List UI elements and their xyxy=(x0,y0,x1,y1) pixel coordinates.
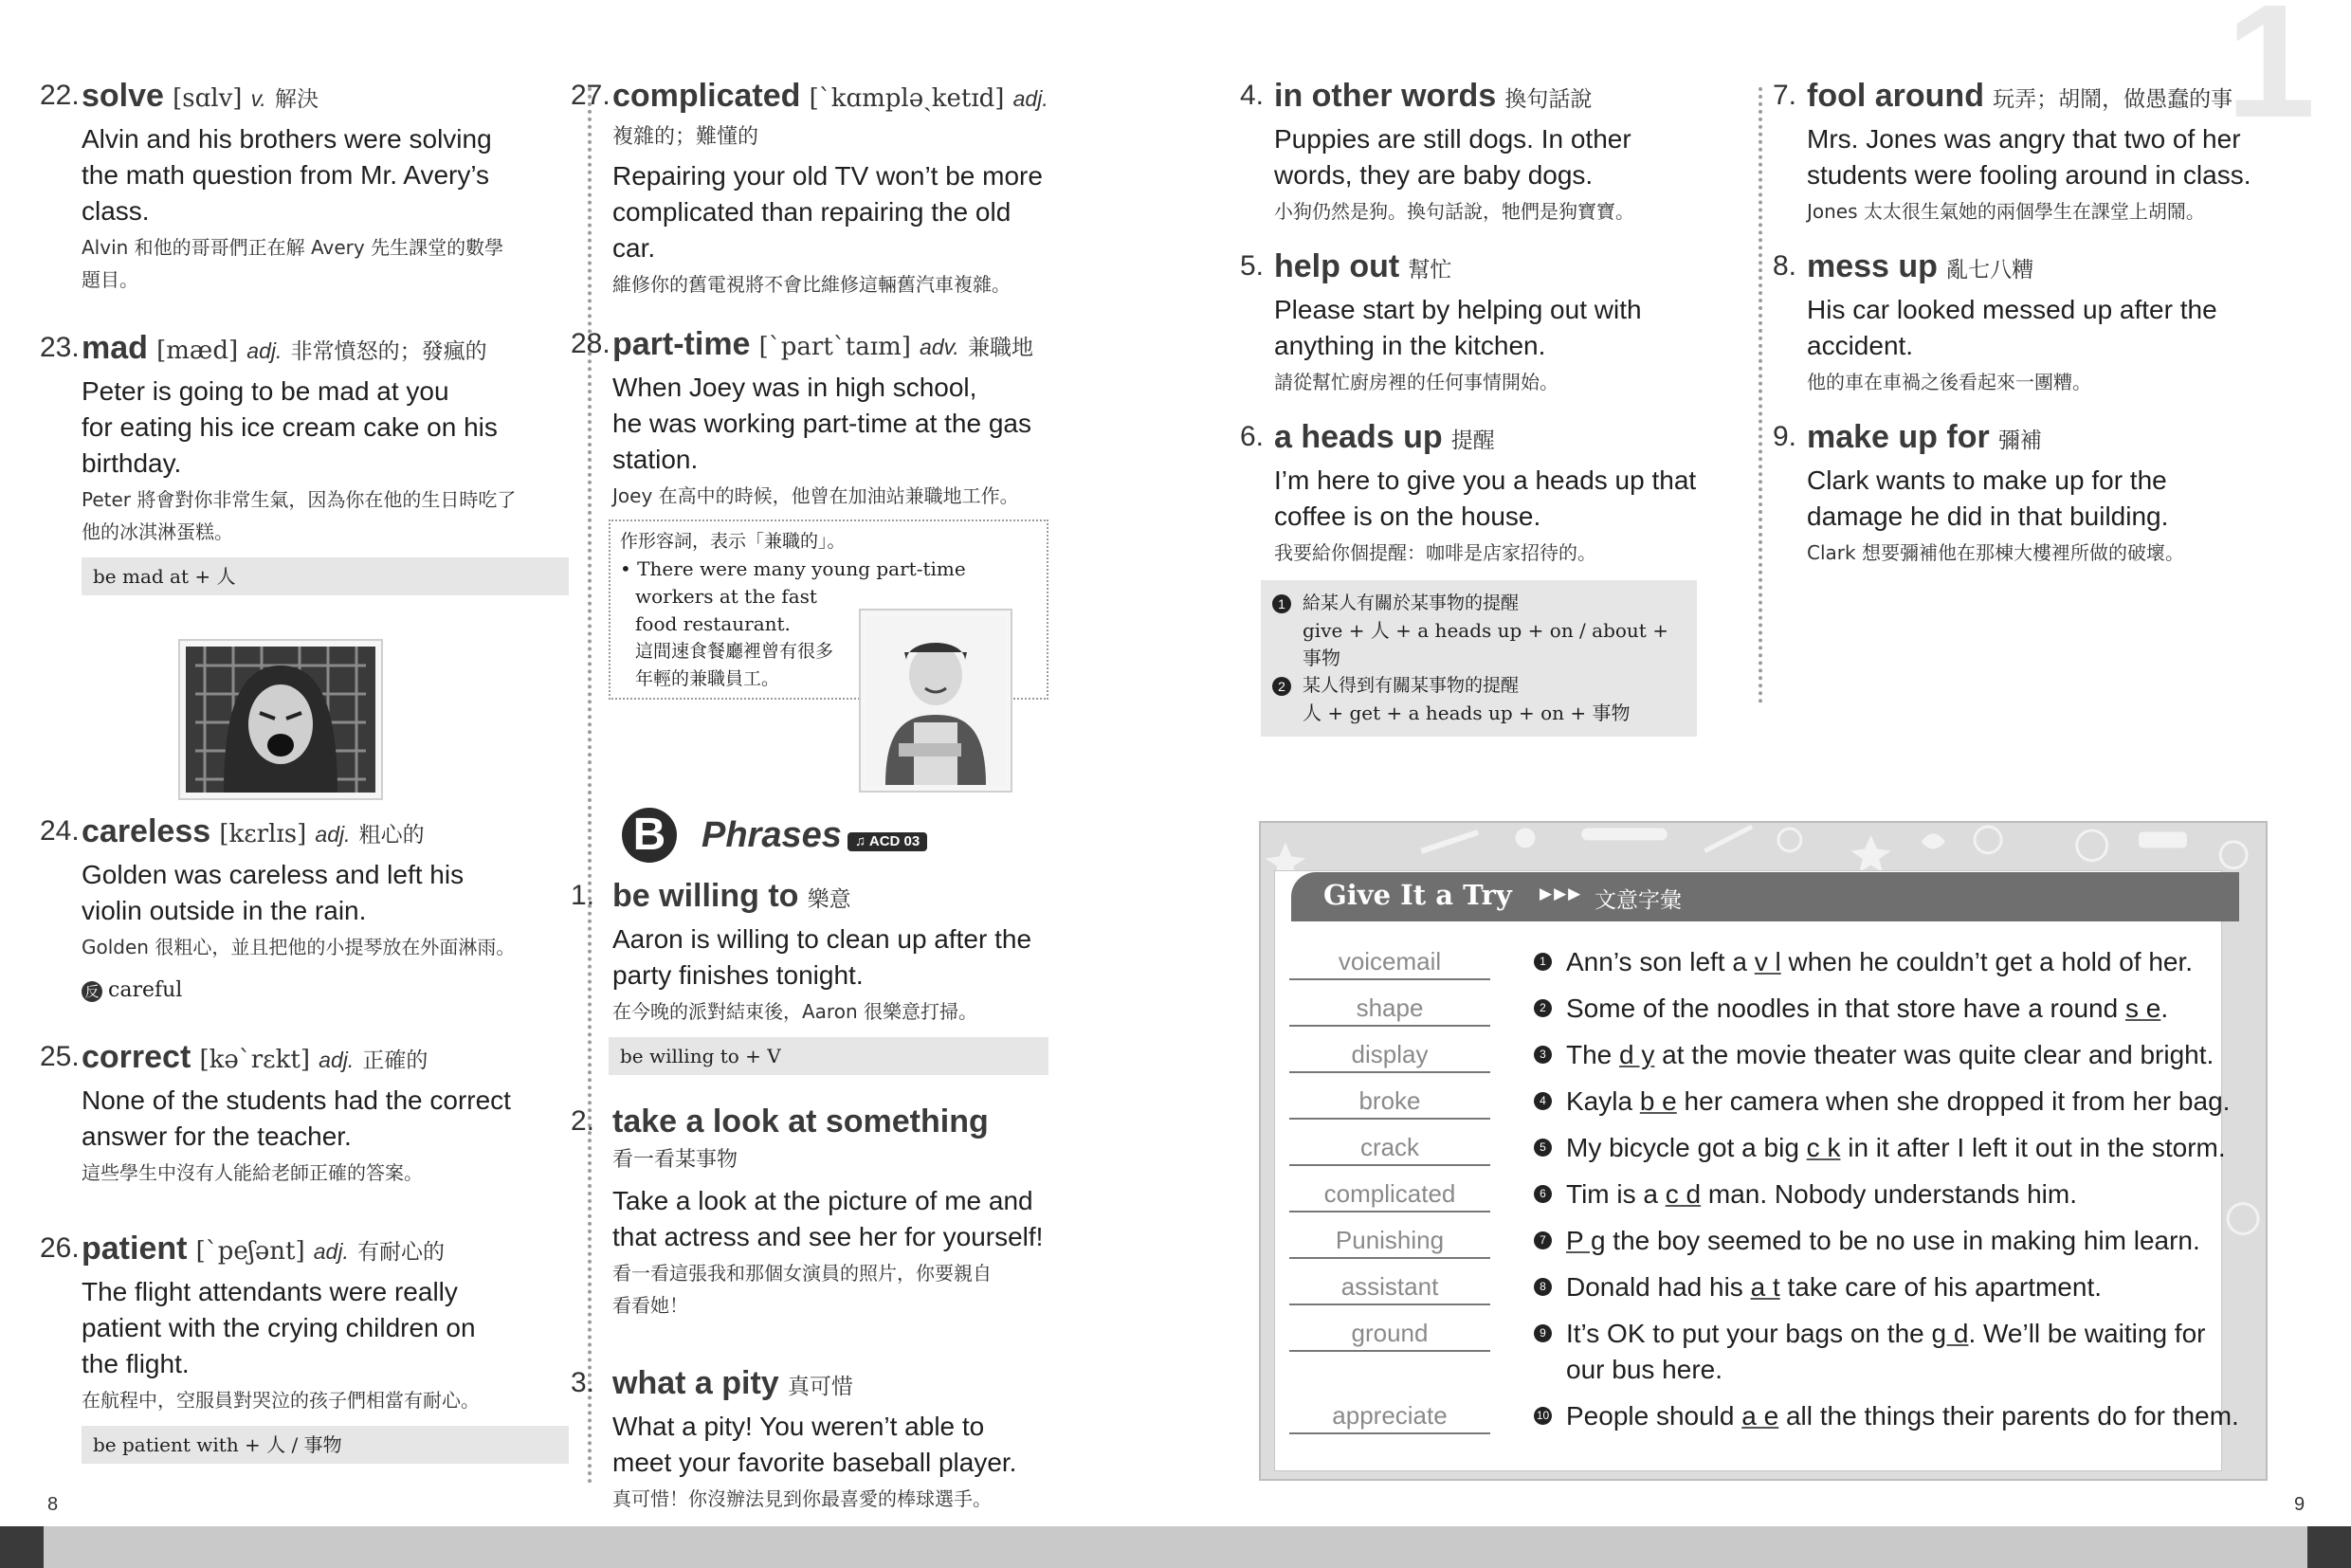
entry-word: what a pity xyxy=(612,1365,779,1401)
entry-chinese: 亂七八糟 xyxy=(1946,258,2034,283)
question-text: It’s OK to put your bags on the g d. We’ll be waiting for our bus here. xyxy=(1566,1319,2206,1384)
unit-number: 1 xyxy=(2226,0,2316,152)
tip-mark: 1 xyxy=(1272,594,1291,613)
example-translation: Peter 將會對你非常生氣，因為你在他的生日時吃了 他的冰淇淋蛋糕。 xyxy=(82,488,517,543)
example-translation: 我要給你個提醒：咖啡是店家招待的。 xyxy=(1274,541,1596,564)
phrases-column-3 xyxy=(1240,74,1739,765)
entry-word: a heads up xyxy=(1274,419,1443,455)
letter-hint: c k xyxy=(1806,1133,1841,1162)
entry-pronunciation: [kɛrlɪs] xyxy=(219,820,307,848)
phrases-column-4 xyxy=(1773,74,2281,597)
exercise-question xyxy=(1289,1037,2237,1075)
entry-pronunciation: [ˋkɑmpləˏketɪd] xyxy=(809,84,1005,113)
entry-word: solve xyxy=(82,78,164,114)
example-sentence: Clark wants to make up for the damage he did in that building. xyxy=(1807,465,2169,531)
example-sentence: Please start by helping out with anything in the kitchen. xyxy=(1274,295,1642,360)
question-text: P g the boy seemed to be no use in making him learn. xyxy=(1566,1226,2200,1255)
vocab-entry xyxy=(40,1035,569,1198)
entry-chinese: 粗心的 xyxy=(358,823,425,848)
entry-word: careless xyxy=(82,813,211,849)
entry-pos: adj. xyxy=(246,338,282,363)
letter-hint: b e xyxy=(1639,1086,1677,1116)
entry-number: 3. xyxy=(571,1367,595,1398)
entry-pos: v. xyxy=(250,86,266,111)
entry-pronunciation: [sɑlv] xyxy=(173,84,243,113)
question-text: The d y at the movie theater was quite clear and bright. xyxy=(1566,1040,2214,1069)
entry-word: help out xyxy=(1274,248,1400,284)
letter-hint: s e xyxy=(2124,994,2161,1023)
question-number: 1 xyxy=(1534,953,1552,971)
question-text: Donald had his a t take care of his apartment. xyxy=(1566,1272,2102,1302)
exercise-question xyxy=(1289,1398,2237,1436)
answer-blank[interactable]: shape xyxy=(1289,991,1490,1027)
phrase-entry xyxy=(1773,245,2281,393)
entry-number: 28. xyxy=(571,328,611,359)
phrase-entry xyxy=(1773,74,2281,223)
entry-pos: adv. xyxy=(920,335,959,359)
entry-chinese: 提醒 xyxy=(1450,428,1495,453)
entry-number: 22. xyxy=(40,80,80,111)
exercise-question xyxy=(1289,1316,2237,1392)
tip-mark: 2 xyxy=(1272,677,1291,696)
entry-pronunciation: [mæd] xyxy=(156,337,239,365)
example-sentence: Puppies are still dogs. In other words, they are baby dogs. xyxy=(1274,124,1631,190)
exercise-question xyxy=(1289,1130,2237,1168)
entry-pos: adj. xyxy=(319,1048,355,1072)
question-number: 7 xyxy=(1534,1231,1552,1249)
entry-number: 24. xyxy=(40,815,80,847)
phrase-entry xyxy=(1773,415,2281,569)
phrase-entry xyxy=(1240,245,1739,393)
letter-hint: v l xyxy=(1754,947,1781,976)
answer-blank[interactable]: crack xyxy=(1289,1130,1490,1166)
example-translation: 這些學生中沒有人能給老師正確的答案。 xyxy=(82,1161,423,1184)
answer-blank[interactable]: display xyxy=(1289,1037,1490,1073)
example-translation: 小狗仍然是狗。換句話說，牠們是狗寶寶。 xyxy=(1274,200,1634,223)
example-translation: 維修你的舊電視將不會比維修這輛舊汽車複雜。 xyxy=(612,273,1011,296)
example-sentence: Mrs. Jones was angry that two of her students were fooling around in class. xyxy=(1807,124,2251,190)
footer-right-block xyxy=(2307,1526,2351,1568)
question-text: Some of the noodles in that store have a round s e. xyxy=(1566,994,2169,1023)
example-sentence: Peter is going to be mad at you for eating his ice cream cake on his birthday. xyxy=(82,376,498,478)
letter-hint: g d xyxy=(1931,1319,1969,1348)
entry-word: complicated xyxy=(612,78,801,114)
waitress-photo xyxy=(859,609,1012,793)
entry-word: fool around xyxy=(1807,78,1984,114)
example-translation: 看一看這張我和那個女演員的照片，你要親自 看看她！ xyxy=(612,1262,992,1317)
entry-word: make up for xyxy=(1807,419,1990,455)
give-it-a-try-panel xyxy=(1259,821,2268,1481)
page-number-right: 9 xyxy=(2294,1494,2305,1515)
entry-chinese: 看一看某事物 xyxy=(612,1148,738,1172)
antonym-mark: 反 xyxy=(82,981,102,1002)
question-number: 4 xyxy=(1534,1092,1552,1110)
exercise-question xyxy=(1289,944,2237,982)
exercise-question xyxy=(1289,991,2237,1029)
example-translation: Joey 在高中的時候，他曾在加油站兼職地工作。 xyxy=(612,484,1019,507)
antonym: 反 careful xyxy=(82,978,569,1002)
question-number: 9 xyxy=(1534,1324,1552,1342)
exercise-title-bar xyxy=(1291,872,2239,921)
example-sentence: Take a look at the picture of me and that actress and see her for yourself! xyxy=(612,1186,1044,1251)
letter-hint: d y xyxy=(1619,1040,1655,1069)
entry-chinese: 彌補 xyxy=(1997,428,2042,453)
triple-arrow-icon: ▶▶▶ xyxy=(1540,884,1583,903)
example-sentence: When Joey was in high school, he was working part-time at the gas station. xyxy=(612,373,1031,474)
vocab-entry xyxy=(40,326,569,781)
phrase-entry xyxy=(571,1361,1105,1515)
example-sentence: None of the students had the correct answer for the teacher. xyxy=(82,1085,511,1151)
entry-word: part-time xyxy=(612,326,751,362)
question-text: Tim is a c d man. Nobody understands him. xyxy=(1566,1179,2077,1209)
example-translation: Clark 想要彌補他在那棟大樓裡所做的破壞。 xyxy=(1807,541,2184,564)
exercise-question xyxy=(1289,1269,2237,1307)
entry-word: take a look at something xyxy=(612,1103,989,1140)
example-sentence: I’m here to give you a heads up that coffee is on the house. xyxy=(1274,465,1697,531)
entry-word: in other words xyxy=(1274,78,1497,114)
question-text: People should a e all the things their parents do for them. xyxy=(1566,1401,2239,1431)
exercise-subtitle: 文意字彙 xyxy=(1595,888,1682,913)
answer-blank[interactable]: Punishing xyxy=(1289,1223,1490,1259)
question-number: 10 xyxy=(1534,1407,1552,1425)
question-text: My bicycle got a big c k in it after I left it out in the storm. xyxy=(1566,1133,2226,1162)
entry-number: 7. xyxy=(1773,80,1797,111)
entry-number: 25. xyxy=(40,1041,80,1072)
phrase-entry xyxy=(1240,415,1739,737)
entry-number: 2. xyxy=(571,1105,595,1137)
section-badge: B xyxy=(622,808,677,863)
entry-chinese: 複雜的；難懂的 xyxy=(612,125,759,149)
question-number: 6 xyxy=(1534,1185,1552,1203)
question-text: Kayla b e her camera when she dropped it from her bag. xyxy=(1566,1086,2231,1116)
headphones-icon: ♫ xyxy=(855,833,866,849)
entry-number: 23. xyxy=(40,332,80,363)
phrases-header xyxy=(622,806,1115,868)
entry-number: 27. xyxy=(571,80,611,111)
entry-chinese: 玩弄；胡鬧，做愚蠢的事 xyxy=(1993,87,2233,112)
question-text: Ann’s son left a v l when he couldn’t get a hold of her. xyxy=(1566,947,2194,976)
question-number: 8 xyxy=(1534,1278,1552,1296)
letter-hint: c d xyxy=(1665,1179,1702,1209)
vocab-entry xyxy=(40,1227,569,1464)
angry-boy-photo xyxy=(178,639,383,800)
waitress-illustration xyxy=(866,616,1005,785)
answer-blank[interactable]: assistant xyxy=(1289,1269,1490,1305)
column-divider xyxy=(588,87,592,1485)
entry-number: 4. xyxy=(1240,80,1265,111)
usage-note: be willing to + V xyxy=(609,1037,1048,1075)
entry-number: 9. xyxy=(1773,421,1797,452)
vocab-entry xyxy=(571,322,1105,700)
answer-blank[interactable]: broke xyxy=(1289,1084,1490,1120)
vocab-column-2 xyxy=(571,74,1105,728)
entry-number: 5. xyxy=(1240,250,1265,282)
example-translation: 請從幫忙廚房裡的任何事情開始。 xyxy=(1274,371,1558,393)
entry-pronunciation: [kəˋrɛkt] xyxy=(199,1046,310,1074)
entry-word: patient xyxy=(82,1231,188,1267)
entry-pos: adj. xyxy=(315,822,351,847)
adjective-usage-box: 作形容詞，表示「兼職的」。 • There were many young part-time workers at the fast food restaurant. 這間速食餐廳裡曾有很多 年輕的兼職員工。 xyxy=(609,520,1048,700)
answer-blank[interactable]: ground xyxy=(1289,1316,1490,1352)
exercise-title: Give It a Try xyxy=(1323,879,1512,911)
example-sentence: What a pity! You weren’t able to meet your favorite baseball player. xyxy=(612,1412,1017,1477)
entry-pronunciation: [ˋpeʃənt] xyxy=(195,1237,305,1266)
entry-pronunciation: [ˋpartˋtaɪm] xyxy=(758,333,911,361)
phrases-list xyxy=(571,874,1105,1543)
example-translation: 真可惜！你沒辦法見到你最喜愛的棒球選手。 xyxy=(612,1487,992,1510)
exercise-question xyxy=(1289,1176,2237,1214)
footer-left-block xyxy=(0,1526,44,1568)
example-translation: 他的車在車禍之後看起來一團糟。 xyxy=(1807,371,2091,393)
entry-number: 6. xyxy=(1240,421,1265,452)
entry-number: 26. xyxy=(40,1232,80,1264)
answer-blank[interactable]: complicated xyxy=(1289,1176,1490,1212)
example-sentence: The flight attendants were really patient with the crying children on the flight. xyxy=(82,1277,476,1378)
example-translation: Golden 很粗心，並且把他的小提琴放在外面淋雨。 xyxy=(82,936,516,958)
entry-chinese: 真可惜 xyxy=(787,1375,853,1399)
entry-word: correct xyxy=(82,1039,191,1075)
vocab-entry xyxy=(571,74,1105,296)
entry-chinese: 正確的 xyxy=(362,1048,428,1073)
example-translation: 在今晚的派對結束後，Aaron 很樂意打掃。 xyxy=(612,1000,977,1023)
answer-blank[interactable]: voicemail xyxy=(1289,944,1490,980)
letter-hint: P g xyxy=(1566,1226,1606,1255)
entry-chinese: 換句話說 xyxy=(1504,87,1593,112)
entry-word: mess up xyxy=(1807,248,1938,284)
letter-hint: a t xyxy=(1750,1272,1780,1302)
phrase-entry xyxy=(571,874,1105,1071)
example-sentence: Golden was careless and left his violin outside in the rain. xyxy=(82,860,465,925)
question-number: 5 xyxy=(1534,1139,1552,1157)
vocab-entry xyxy=(40,810,569,1007)
answer-blank[interactable]: appreciate xyxy=(1289,1398,1490,1434)
example-translation: Jones 太太很生氣她的兩個學生在課堂上胡鬧。 xyxy=(1807,200,2205,223)
usage-note: be patient with + 人 / 事物 xyxy=(82,1426,569,1464)
example-sentence: Aaron is willing to clean up after the party finishes tonight. xyxy=(612,924,1032,990)
question-number: 3 xyxy=(1534,1046,1552,1064)
phrase-entry xyxy=(1240,74,1739,223)
exercise-question xyxy=(1289,1084,2237,1121)
column-divider xyxy=(1759,87,1762,703)
footer-bar xyxy=(0,1526,2351,1568)
example-translation: Alvin 和他的哥哥們正在解 Avery 先生課堂的數學 題目。 xyxy=(82,236,504,291)
phrase-entry xyxy=(571,1100,1105,1333)
page-number-left: 8 xyxy=(47,1494,59,1515)
audio-track-tag[interactable]: ♫ ACD 03 xyxy=(847,832,927,851)
section-title: Phrases xyxy=(702,815,842,855)
entry-number: 1. xyxy=(571,880,595,911)
example-sentence: Alvin and his brothers were solving the math question from Mr. Avery’s class. xyxy=(82,124,492,226)
entry-chinese: 幫忙 xyxy=(1408,258,1452,283)
usage-note: be mad at + 人 xyxy=(82,557,569,595)
entry-chinese: 樂意 xyxy=(807,887,851,912)
angry-boy-illustration xyxy=(186,647,375,793)
example-sentence: His car looked messed up after the accident. xyxy=(1807,295,2217,360)
vocab-column-1 xyxy=(40,74,569,1492)
entry-pos: adj. xyxy=(1012,86,1048,111)
example-sentence: Repairing your old TV won’t be more complicated than repairing the old car. xyxy=(612,161,1043,263)
entry-pos: adj. xyxy=(313,1239,349,1264)
exercise-question xyxy=(1289,1223,2237,1261)
entry-word: be willing to xyxy=(612,878,799,914)
entry-chinese: 解決 xyxy=(274,87,319,112)
entry-chinese: 兼職地 xyxy=(968,336,1033,360)
example-translation: 在航程中，空服員對哭泣的孩子們相當有耐心。 xyxy=(82,1389,480,1412)
question-number: 2 xyxy=(1534,999,1552,1017)
entry-word: mad xyxy=(82,330,148,366)
entry-chinese: 有耐心的 xyxy=(357,1240,446,1265)
usage-tips-box: 1 給某人有關於某事物的提醒 give + 人 + a heads up + on / about + 事物 2 某人得到有關某事物的提醒 人 + get + a heads up + on + 事物 xyxy=(1261,580,1697,737)
letter-hint: a e xyxy=(1741,1401,1779,1431)
vocab-entry xyxy=(40,74,569,298)
entry-chinese: 非常憤怒的；發瘋的 xyxy=(290,339,487,364)
entry-number: 8. xyxy=(1773,250,1797,282)
